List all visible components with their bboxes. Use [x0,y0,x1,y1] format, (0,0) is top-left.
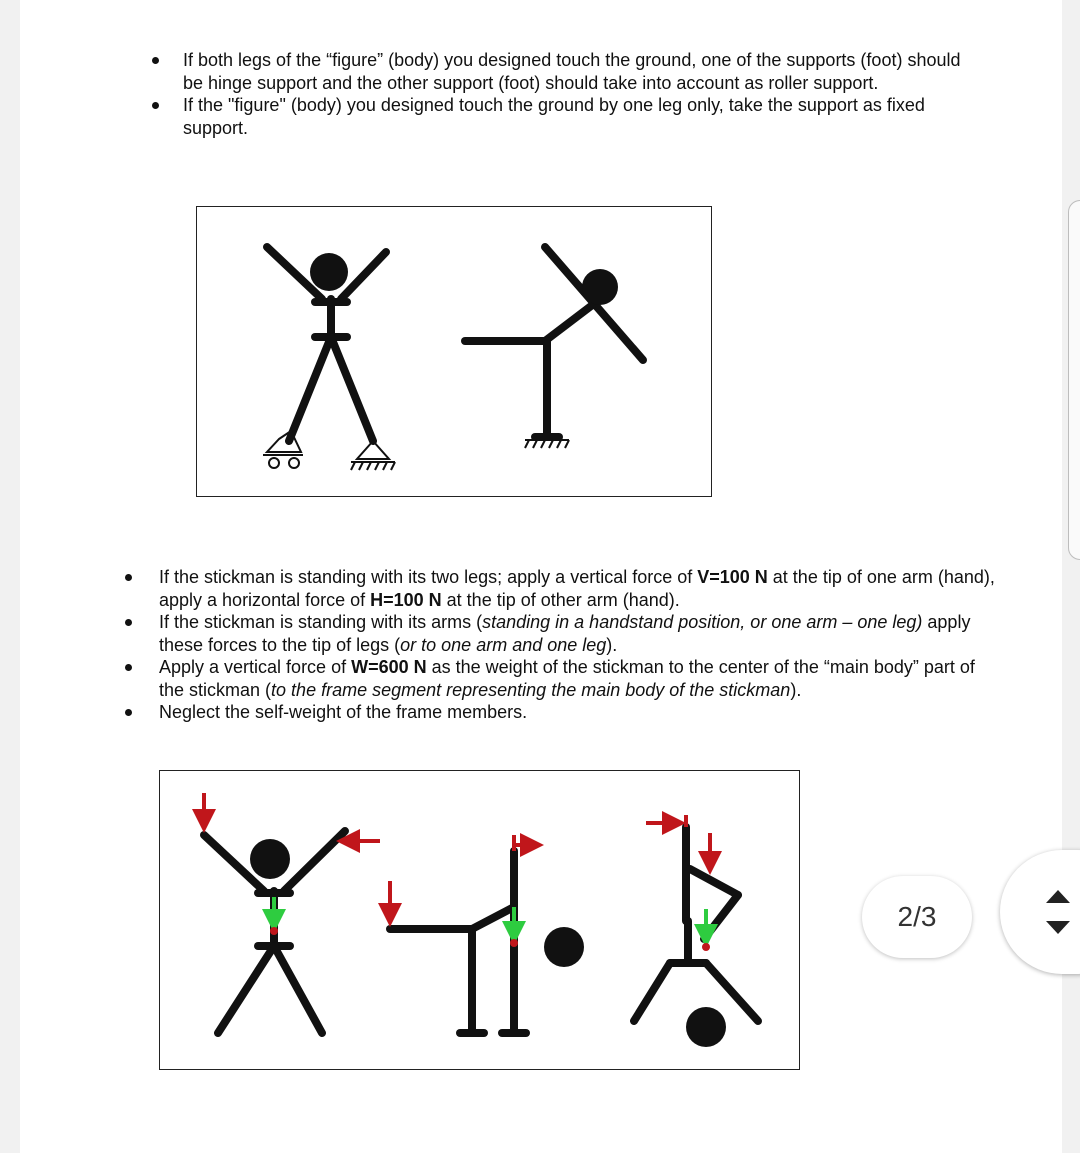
list-item: If the stickman is standing with its arms (standing in a handstand position, or one arm – one leg) apply these forces to the tip of legs (or to one arm and one leg). [159,611,999,656]
bullet-icon [152,57,159,64]
list-item: Apply a vertical force of W=600 N as the weight of the stickman to the center of the “main body” part of the stickman (to the frame segment representing the main body of the stickman). [159,656,999,701]
triangle-up-icon[interactable] [1046,890,1070,903]
support-rules-list [183,49,983,139]
hinge-support-icon [351,441,395,470]
head-icon [686,1007,726,1047]
list-item: If both legs of the “figure” (body) you designed touch the ground, one of the supports (foot) should be hinge support and the other support (foot) should take into account as roller support. [183,49,983,94]
fixed-support-icon [525,440,569,448]
support-figure [196,206,712,497]
support-stickmen-diagram [197,207,711,496]
head-icon [544,927,584,967]
load-rules-list [159,566,999,724]
load-point-icon [702,943,710,951]
bullet-icon [125,664,132,671]
head-icon [582,269,618,305]
head-icon [250,839,290,879]
roller-support-icon [263,431,303,468]
bullet-icon [152,102,159,109]
side-panel-tab[interactable] [1068,200,1080,560]
loads-figure [159,770,800,1070]
list-item: If the "figure" (body) you designed touch the ground by one leg only, take the support as fixed support. [183,94,983,139]
page-indicator: 2/3 [862,876,972,958]
bullet-icon [125,619,132,626]
load-point-icon [270,927,278,935]
list-item: If the stickman is standing with its two legs; apply a vertical force of V=100 N at the tip of one arm (hand), apply a horizontal force of H=100 N at the tip of other arm (hand). [159,566,999,611]
bullet-icon [125,574,132,581]
list-item: Neglect the self-weight of the frame members. [159,701,999,724]
loads-stickmen-diagram [160,771,799,1069]
load-point-icon [510,939,518,947]
triangle-down-icon[interactable] [1046,921,1070,934]
head-icon [310,253,348,291]
bullet-icon [125,709,132,716]
